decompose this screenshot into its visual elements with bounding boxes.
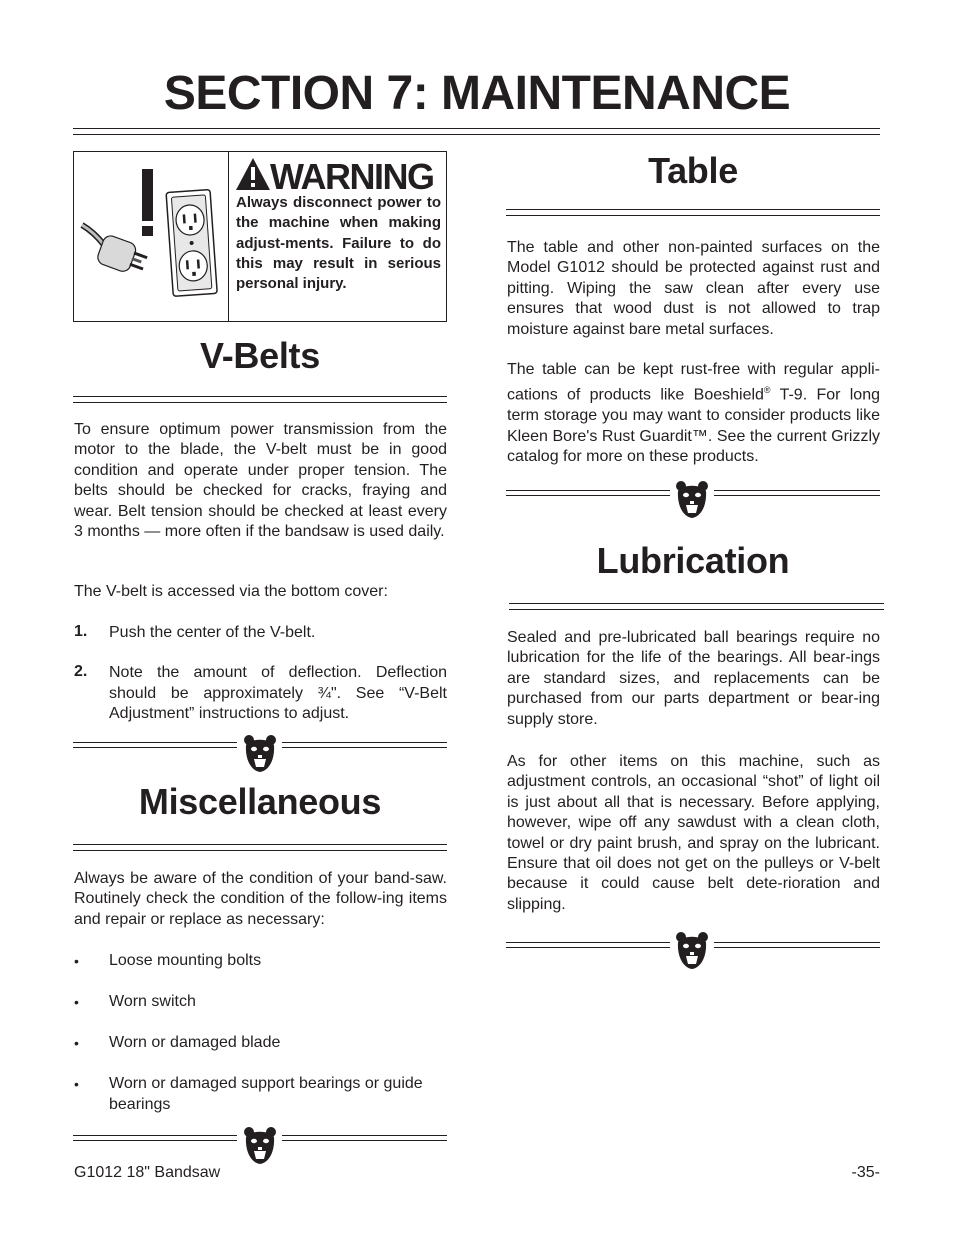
- step-number: 1.: [74, 623, 88, 640]
- vbelts-rule: [73, 396, 447, 403]
- table-paragraph-2-start: The table can be kept rust-free with regular appli-cations of products like Boeshield: [507, 361, 880, 404]
- warning-heading: WARNING: [270, 156, 434, 197]
- section-end-rule: [73, 1135, 237, 1141]
- electrical-plug-icon: [76, 153, 226, 321]
- step-number: 2.: [74, 663, 88, 680]
- bear-logo-icon: [242, 733, 278, 773]
- table-paragraph-2-end: T-9. For long term storage you may want to consider products like Kleen Bore's Rust Guardit™. See the current Grizzly catalog for more on these products.: [507, 386, 881, 465]
- lubrication-rule: [509, 603, 884, 610]
- section-end-rule: [282, 742, 447, 748]
- vbelts-paragraph-2: The V-belt is accessed via the bottom cover:: [74, 583, 388, 600]
- step-text: Push the center of the V-belt.: [109, 624, 316, 641]
- section-end-rule: [714, 942, 880, 948]
- misc-heading: Miscellaneous: [138, 781, 382, 822]
- lubrication-paragraph-1: Sealed and pre-lubricated ball bearings require no lubrication for the life of the bearings. All bear-ings are standard sizes, and replacements can be purchased from our parts department or bear-ing supply store.: [507, 629, 880, 728]
- section-end-rule: [506, 490, 670, 496]
- registered-mark: ®: [763, 385, 771, 396]
- section-end-rule: [73, 742, 237, 748]
- title-rule: [73, 128, 880, 135]
- misc-paragraph-1: Always be aware of the condition of your band-saw. Routinely check the condition of the follow-ing items and repair or replace as necessary:: [74, 870, 447, 928]
- bear-logo-icon: [674, 930, 710, 970]
- footer-page-number: -35-: [851, 1164, 880, 1181]
- footer-model: G1012 18" Bandsaw: [74, 1164, 221, 1181]
- warning-divider: [228, 152, 229, 321]
- bear-logo-icon: [674, 479, 710, 519]
- vbelts-paragraph-1: To ensure optimum power transmission from the motor to the blade, the V-belt must be in good condition and operate under proper tension. The belts should be checked for cracks, fraying and wear. Belt tension should be checked at least every 3 months — more often if the bandsaw is used daily.: [74, 421, 447, 541]
- list-item: Worn switch: [109, 993, 196, 1010]
- lubrication-heading: Lubrication: [596, 540, 790, 581]
- table-heading: Table: [648, 150, 738, 191]
- bullet-marker: •: [74, 1076, 79, 1092]
- section-end-rule: [506, 942, 670, 948]
- vbelts-heading: V-Belts: [200, 335, 320, 376]
- lubrication-paragraph-2: As for other items on this machine, such as adjustment controls, an occasional “shot” of light oil is just about all that is necessary. Before applying, however, wipe off any sawdust with a clean cloth, towel or dry paint brush, and spray on the lubricant. Ensure that oil does not get on the pulleys or V-belt because it could cause belt dete-rioration and slipping.: [507, 753, 880, 913]
- warning-text: Always disconnect power to the machine when making adjust-ments. Failure to do this may result in serious personal injury.: [236, 194, 441, 293]
- warning-box: [73, 151, 447, 322]
- misc-rule: [73, 844, 447, 851]
- page-title: SECTION 7: MAINTENANCE: [163, 67, 791, 120]
- list-item: Loose mounting bolts: [109, 952, 262, 969]
- step-text: Note the amount of deflection. Deflection should be approximately ¾". See “V-Belt Adjustment” instructions to adjust.: [109, 664, 447, 722]
- bullet-marker: •: [74, 953, 79, 969]
- bullet-marker: •: [74, 1035, 79, 1051]
- bullet-marker: •: [74, 994, 79, 1010]
- table-paragraph-1: The table and other non-painted surfaces on the Model G1012 should be protected against rust and pitting. Wiping the saw clean after every use ensures that wood dust is not allowed to trap moisture against bare metal surfaces.: [507, 239, 880, 338]
- warning-triangle-icon: [235, 157, 271, 191]
- list-item: Worn or damaged blade: [109, 1034, 281, 1051]
- bear-logo-icon: [242, 1125, 278, 1165]
- list-item: Worn or damaged support bearings or guide bearings: [109, 1075, 423, 1113]
- table-paragraph-2: [507, 360, 880, 467]
- table-rule: [506, 209, 880, 216]
- section-end-rule: [714, 490, 880, 496]
- section-end-rule: [282, 1135, 447, 1141]
